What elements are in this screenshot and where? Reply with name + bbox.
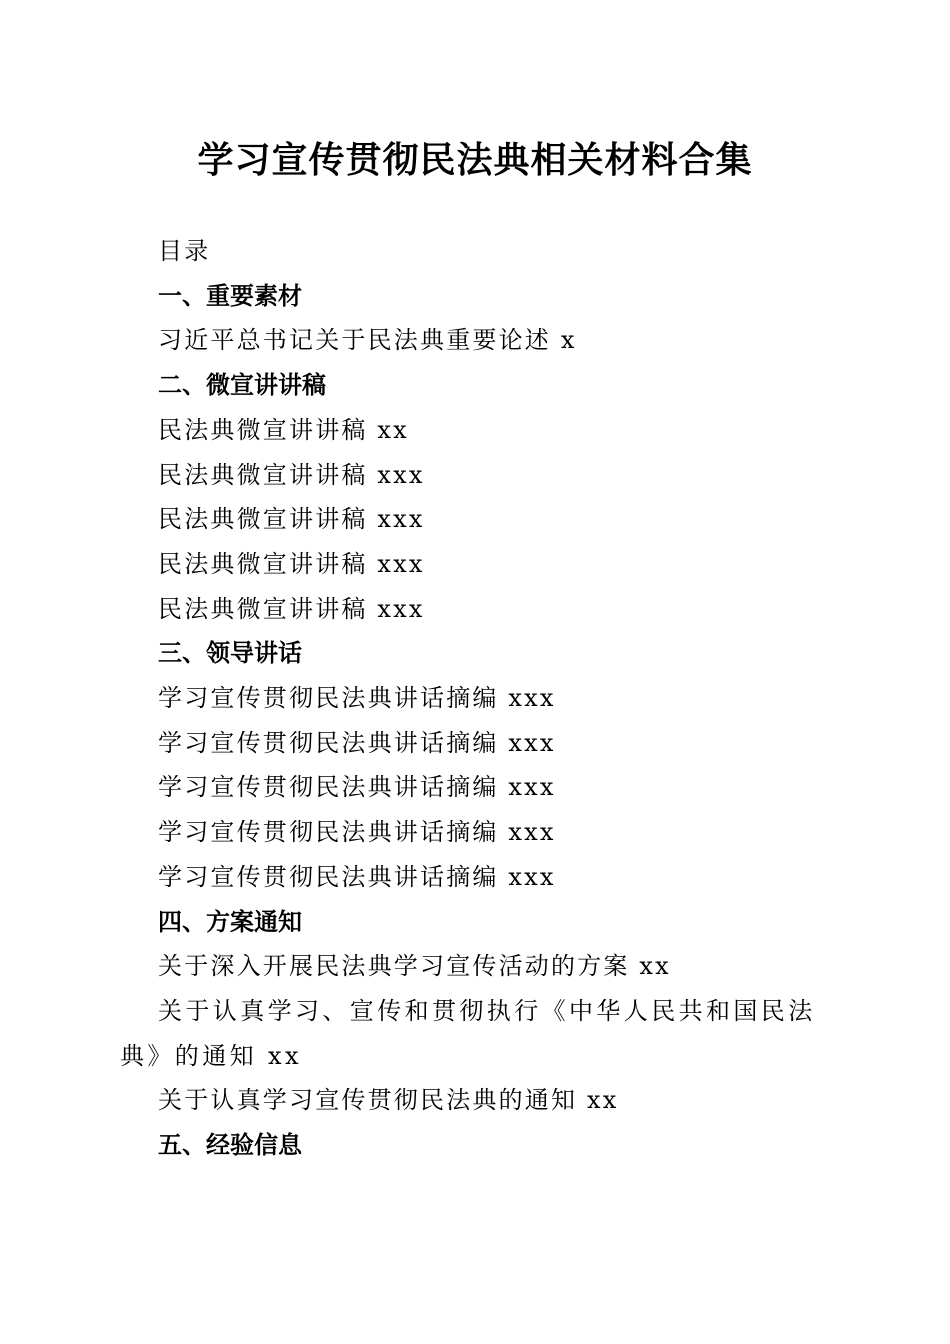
document-title: 学习宣传贯彻民法典相关材料合集 xyxy=(197,139,753,181)
table-of-contents xyxy=(120,229,820,1168)
toc-item: 关于认真学习宣传贯彻民法典的通知 xx xyxy=(158,1086,619,1115)
toc-item: 民法典微宣讲讲稿 xxx xyxy=(158,594,425,623)
toc-item: 学习宣传贯彻民法典讲话摘编 xxx xyxy=(158,773,556,802)
toc-item: 关于深入开展民法典学习宣传活动的方案 xx xyxy=(158,952,671,981)
toc-item: 关于认真学习、宣传和贯彻执行《中华人民共和国民法典》的通知 xx xyxy=(120,996,816,1070)
toc-item: 学习宣传贯彻民法典讲话摘编 xxx xyxy=(158,818,556,847)
toc-item: 民法典微宣讲讲稿 xxx xyxy=(158,460,425,489)
section-heading: 四、方案通知 xyxy=(158,907,302,936)
toc-item: 习近平总书记关于民法典重要论述 x xyxy=(158,326,577,355)
toc-item: 民法典微宣讲讲稿 xxx xyxy=(158,549,425,578)
section-heading: 五、经验信息 xyxy=(158,1131,302,1160)
toc-item: 学习宣传贯彻民法典讲话摘编 xxx xyxy=(158,862,556,891)
section-heading: 一、重要素材 xyxy=(158,281,302,310)
toc-item: 学习宣传贯彻民法典讲话摘编 xxx xyxy=(158,728,556,757)
toc-item: 民法典微宣讲讲稿 xx xyxy=(158,415,409,444)
toc-item: 民法典微宣讲讲稿 xxx xyxy=(158,505,425,534)
toc-label: 目录 xyxy=(158,237,211,265)
section-heading: 三、领导讲话 xyxy=(158,639,302,668)
toc-item: 学习宣传贯彻民法典讲话摘编 xxx xyxy=(158,684,556,713)
section-heading: 二、微宣讲讲稿 xyxy=(158,371,326,400)
